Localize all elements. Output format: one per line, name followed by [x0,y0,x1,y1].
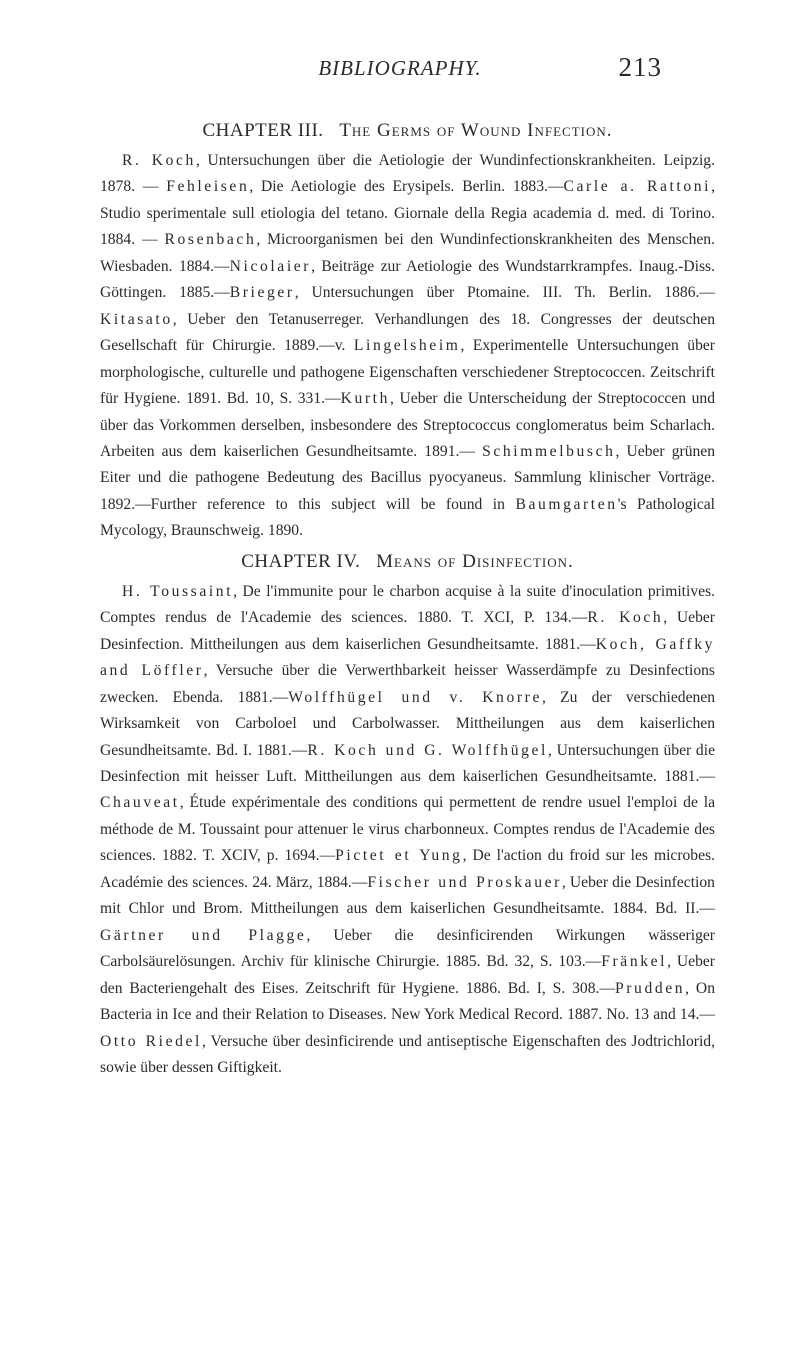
entry-text: , Die Aetiologie des Erysipels. Berlin. 1883.— [249,178,564,196]
entry-text: , Versuche über die Verwerthbarkeit heisser Wasserdämpfe zu Desinfections zwecken. Ebenda. 1881.— [100,662,715,706]
entry-author: Chauveat [100,794,180,812]
running-head [0,50,800,90]
page-number: 213 [618,52,662,82]
entry-text: , Ueber den Bacteriengehalt des Eises. Zeitschrift für Hygiene. 1886. Bd. I, S. 308.— [100,953,715,997]
entry-text: , Versuche über desinficirende und antiseptische Eigenschaften des Jodtrichlorid, sowie über dessen Giftigkeit. [100,1032,715,1076]
entry-text: , Ueber die Unterscheidung der Streptococcen und über das Vorkommen derselben, insbesondere des Streptococcus conglomeratus beim Scharlach. Arbeiten aus dem kaiserlichen Gesundheitsamte. 1891.— [100,390,715,460]
entry-text: , Beiträge zur Aetiologie des Wundstarrkrampfes. Inaug.-Diss. Göttingen. 1885.— [100,257,715,302]
entry-text: , Ueber die Desinfection mit Chlor und Brom. Mittheilungen aus dem kaiserlichen Gesundheitsamte. 1884. Bd. II.— [100,873,715,918]
entry-author: Fehleisen [166,178,250,196]
entry-author: Brieger [229,284,295,302]
chapter-title: Means of Disinfection. [376,550,574,572]
entry-author: Wolffhügel und v. Knorre [288,688,542,706]
running-title: BIBLIOGRAPHY. [318,56,482,80]
entry-author: Lingelsheim [353,337,461,355]
entry-author: Schimmelbusch [482,442,616,460]
entry-author: H. Toussaint [122,582,234,600]
entry-text: , On Bacteria in Ice and their Relation to Diseases. New York Medical Record. 1887. No. 13 and 14.— [100,979,715,1024]
entry-author: R. Koch und G. Wolffhügel [307,741,548,759]
entry-author: R. Koch [587,609,664,627]
chapter-number: CHAPTER III. [202,120,324,141]
entry-text: , Ueber die desinficirenden Wirkungen wässeriger Carbolsäurelösungen. Archiv für klinische Chirurgie. 1885. Bd. 32, S. 103.— [100,926,715,971]
entry-text: , Ueber Desinfection. Mittheilungen aus dem kaiserlichen Gesundheitsamte. 1881.— [100,609,715,653]
entry-text: , Untersuchungen über die Desinfection mit heisser Luft. Mittheilungen aus dem kaiserlichen Gesundheitsamte. 1881.— [100,741,715,785]
entry-text: , Untersuchungen über Ptomaine. III. Th. Berlin. 1886.— [294,284,715,302]
entry-author: Pictet et Yung [335,847,463,865]
entry-author: Rosenbach [164,231,257,249]
bibliography-content [100,118,715,1085]
entry-author: R. Koch [122,152,196,169]
entry-text: , Untersuchungen über die Aetiologie der Wundinfectionskrankheiten. Leipzig. 1878. — [100,152,715,196]
entry-author: Koch, Gaffky and Löffler [100,635,716,680]
entry-author: Baumgarten [515,495,618,513]
entry-text: , Experimentelle Untersuchungen über morphologische, culturelle und pathogene Eigenschaften verschiedener Streptococcen. Zeitschrift für Hygiene. 1891. Bd. 10, S. 331.— [100,337,715,408]
chapter-number: CHAPTER IV. [241,550,361,572]
chapter-title: The Germs of Wound Infection. [339,120,613,141]
entry-author: Prudden [614,979,686,997]
entry-text: , Zu der verschiedenen Wirksamkeit von Carboloel und Carbolwasser. Mittheilungen aus dem kaiserlichen Gesundheitsamte. Bd. I. 1881.— [100,688,715,759]
entry-author: Fischer und Proskauer [367,873,562,891]
entry-text: , Ueber grünen Eiter und die pathogene Bedeutung des Bacillus pyocyaneus. Sammlung klinischer Vorträge. 1892.—Further reference to this subject will be found in [100,442,716,513]
entry-author: Carle a. Rattoni [563,178,712,196]
entry-author: Nicolaier [229,257,312,275]
entry-text: , Étude expérimentale des conditions qui permettent de rendre usuel l'emploi de la méthode de M. Toussaint pour attenuer le virus charbonneux. Comptes rendus de l'Academie des sciences. 1882. T. XCIV, p. 1694.— [100,794,715,865]
entry-text: , De l'immunite pour le charbon acquise à la suite d'inoculation primitives. Comptes rendus de l'Academie des sciences. 1880. T. XCI, P. 134.— [100,582,716,627]
chapter-entries [100,579,715,1082]
entry-text: , Ueber den Tetanuserreger. Verhandlungen des 18. Congresses der deutschen Gesellschaft für Chirurgie. 1889.—v. [100,310,715,355]
entry-text: , Studio sperimentale sull etiologia del tetano. Giornale della Regia academia d. med. di Torino. 1884. — [100,178,716,249]
chapter-heading [100,118,715,144]
entry-author: Kurth [340,390,391,408]
entry-text: , De l'action du froid sur les microbes. Académie des sciences. 24. März, 1884.— [100,847,715,891]
entry-author: Kitasato [100,310,173,328]
entry-text: 's Pathological Mycology, Braunschweig. 1890. [100,495,716,540]
entry-author: Gärtner und Plagge [100,926,307,944]
chapter-heading [100,549,715,575]
chapter-entries [100,148,715,545]
entry-author: Fränkel [601,953,668,971]
entry-author: Otto Riedel [100,1032,202,1050]
entry-text: , Microorganismen bei den Wundinfectionskrankheiten des Menschen. Wiesbaden. 1884.— [100,231,715,275]
